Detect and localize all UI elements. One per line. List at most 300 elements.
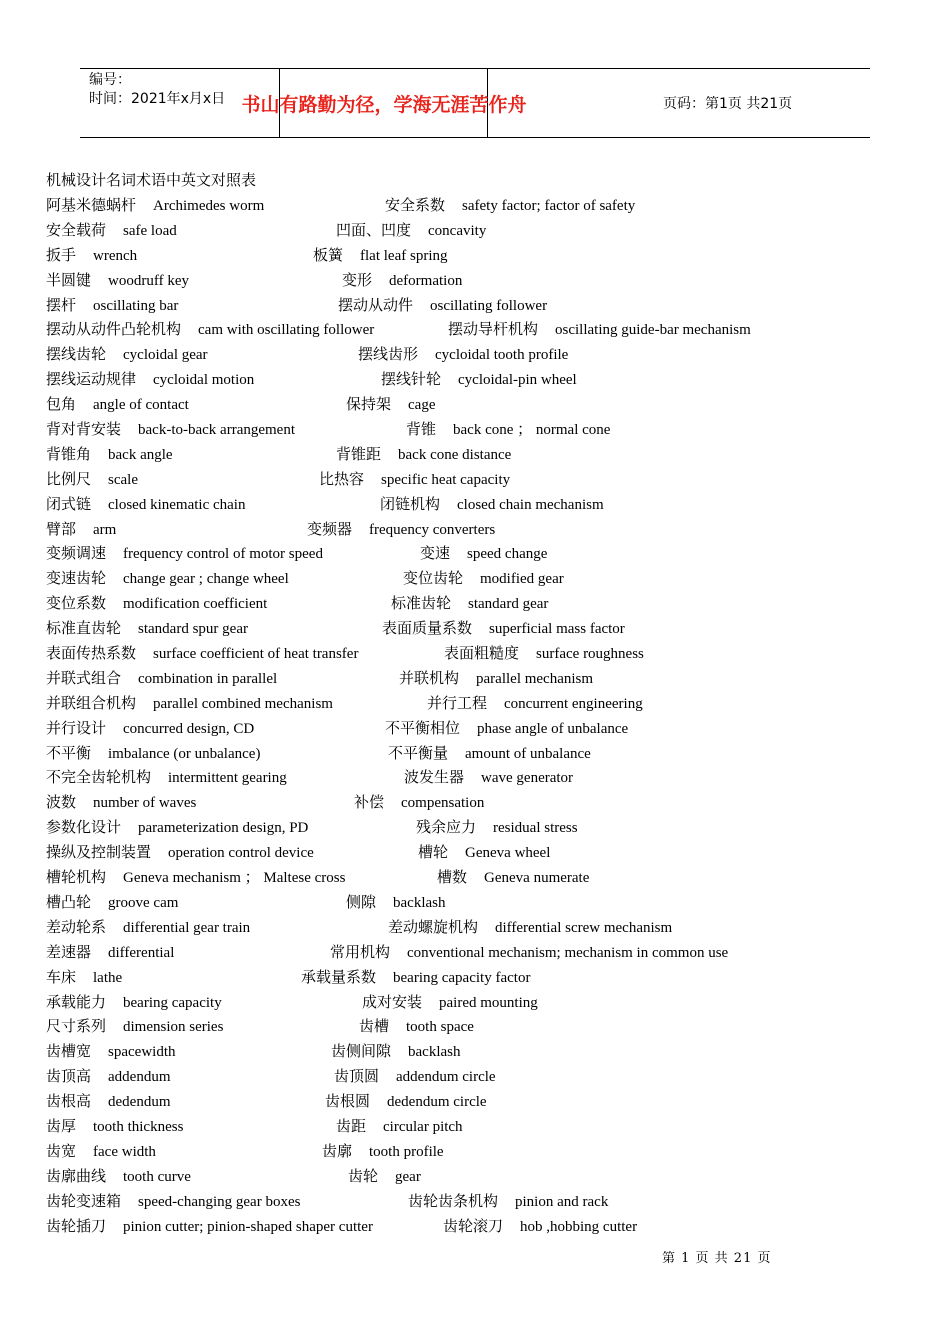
term-chinese: 闭链机构 — [380, 494, 441, 513]
page-header — [80, 68, 870, 138]
term-english: tooth curve — [123, 1168, 191, 1185]
term-chinese: 安全系数 — [385, 196, 446, 214]
glossary-row — [46, 517, 906, 542]
term-english: parallel mechanism — [476, 670, 594, 687]
term-chinese: 并联组合机构 — [46, 693, 137, 712]
term-english: safe load — [123, 222, 177, 239]
term-english: hob ,hobbing cutter — [520, 1218, 638, 1235]
glossary-row — [46, 1164, 906, 1189]
term-chinese: 变速齿轮 — [46, 569, 107, 588]
term-english: closed chain mechanism — [457, 496, 604, 513]
glossary-entry — [313, 243, 447, 269]
term-chinese: 差动轮系 — [46, 917, 107, 936]
term-english: oscillating guide-bar mechanism — [555, 322, 751, 339]
term-english: surface roughness — [536, 646, 644, 663]
glossary-entry — [46, 1064, 171, 1090]
glossary-row — [46, 541, 906, 566]
glossary-entry — [46, 990, 222, 1016]
glossary-entry — [331, 1039, 461, 1065]
term-chinese: 不平衡 — [46, 743, 92, 762]
term-chinese: 背对背安装 — [46, 420, 122, 439]
term-chinese: 齿廓曲线 — [46, 1166, 107, 1185]
term-chinese: 波数 — [46, 793, 77, 812]
glossary-row — [46, 890, 906, 915]
term-chinese: 齿廓 — [322, 1141, 353, 1160]
glossary-row — [46, 1064, 906, 1089]
glossary-row — [46, 741, 906, 766]
glossary-row — [46, 1189, 906, 1214]
glossary-entry — [403, 566, 564, 592]
term-english: concurrent engineering — [504, 695, 643, 712]
term-english: flat leaf spring — [360, 247, 448, 264]
term-chinese: 并联机构 — [399, 668, 460, 687]
glossary-entry — [46, 890, 178, 916]
glossary-entry — [336, 218, 486, 244]
term-chinese: 并行工程 — [427, 693, 488, 712]
term-english: addendum — [108, 1069, 171, 1086]
glossary-list — [46, 193, 906, 1238]
glossary-row — [46, 616, 906, 641]
term-chinese: 侧隙 — [346, 892, 377, 911]
term-english: deformation — [389, 272, 463, 289]
term-english: pinion and rack — [515, 1193, 609, 1210]
term-chinese: 齿顶圆 — [334, 1067, 380, 1086]
term-english: concavity — [428, 222, 487, 239]
glossary-entry — [46, 442, 173, 468]
term-chinese: 表面粗糙度 — [444, 644, 520, 663]
glossary-row — [46, 492, 906, 517]
term-chinese: 差动螺旋机构 — [388, 917, 479, 936]
term-english: addendum circle — [396, 1069, 496, 1086]
glossary-entry — [399, 666, 593, 692]
term-english: angle of contact — [93, 397, 189, 414]
term-english: cycloidal motion — [153, 372, 255, 389]
glossary-row — [46, 1214, 906, 1239]
term-chinese: 扳手 — [46, 245, 77, 264]
glossary-entry — [46, 641, 358, 667]
term-chinese: 摆动导杆机构 — [448, 320, 539, 339]
glossary-entry — [437, 865, 589, 891]
term-english: speed-changing gear boxes — [138, 1193, 301, 1210]
term-chinese: 摆线齿轮 — [46, 345, 107, 364]
glossary-row — [46, 1114, 906, 1139]
glossary-row — [46, 218, 906, 243]
term-chinese: 齿槽宽 — [46, 1042, 92, 1061]
glossary-entry — [385, 716, 628, 742]
glossary-entry — [307, 517, 495, 543]
term-chinese: 不平衡相位 — [385, 718, 461, 737]
glossary-row — [46, 1139, 906, 1164]
page-footer: 第 1 页 共 21 页 — [662, 1251, 772, 1266]
glossary-entry — [46, 741, 260, 767]
glossary-row — [46, 193, 906, 218]
term-english: differential gear train — [123, 919, 251, 936]
glossary-entry — [420, 541, 547, 567]
term-english: residual stress — [493, 820, 578, 837]
term-english: Archimedes worm — [153, 198, 265, 214]
glossary-entry — [388, 741, 591, 767]
glossary-row — [46, 243, 906, 268]
term-chinese: 半圆键 — [46, 270, 92, 289]
term-chinese: 齿轮滚刀 — [443, 1216, 504, 1235]
term-chinese: 参数化设计 — [46, 818, 122, 837]
glossary-entry — [319, 467, 510, 493]
term-chinese: 包角 — [46, 395, 77, 414]
glossary-entry — [325, 1089, 487, 1115]
term-english: standard gear — [468, 596, 549, 613]
term-chinese: 齿距 — [336, 1116, 367, 1135]
term-chinese: 槽轮 — [418, 843, 449, 862]
term-chinese: 保持架 — [346, 395, 392, 414]
term-chinese: 变速 — [420, 544, 451, 563]
term-chinese: 臂部 — [46, 519, 77, 538]
glossary-entry — [46, 392, 189, 418]
term-english: parameterization design, PD — [138, 820, 309, 837]
glossary-row — [46, 342, 906, 367]
glossary-entry — [46, 865, 345, 891]
glossary-entry — [388, 915, 672, 941]
term-english: tooth profile — [369, 1143, 444, 1160]
glossary-entry — [46, 790, 196, 816]
term-chinese: 残余应力 — [416, 818, 477, 837]
glossary-row — [46, 268, 906, 293]
glossary-entry — [46, 268, 189, 294]
term-english: number of waves — [93, 795, 197, 812]
term-english: dimension series — [123, 1019, 224, 1036]
term-chinese: 槽凸轮 — [46, 892, 92, 911]
glossary-row — [46, 293, 906, 318]
term-chinese: 比例尺 — [46, 469, 92, 488]
glossary-row — [46, 1089, 906, 1114]
glossary-entry — [46, 965, 122, 991]
term-chinese: 槽数 — [437, 868, 468, 887]
glossary-entry — [46, 517, 116, 543]
glossary-entry — [359, 1014, 474, 1040]
glossary-entry — [46, 716, 254, 742]
glossary-row — [46, 691, 906, 716]
glossary-row — [46, 915, 906, 940]
glossary-entry — [46, 293, 178, 319]
term-chinese: 齿轮 — [348, 1166, 379, 1185]
glossary-entry — [348, 1164, 421, 1190]
term-english: cycloidal-pin wheel — [458, 372, 577, 389]
glossary-row — [46, 1014, 906, 1039]
glossary-entry — [301, 965, 530, 991]
glossary-entry — [346, 392, 436, 418]
term-chinese: 差速器 — [46, 942, 92, 961]
term-english: face width — [93, 1143, 156, 1160]
term-chinese: 齿根高 — [46, 1092, 92, 1111]
glossary-entry — [46, 566, 289, 592]
term-english: specific heat capacity — [381, 471, 511, 488]
document-date-label: 时间：2021年x月x日 — [89, 91, 226, 107]
glossary-row — [46, 765, 906, 790]
glossary-entry — [46, 840, 314, 866]
header-motto: 书山有路勤为径，学海无涯苦作舟 — [281, 69, 488, 137]
glossary-row — [46, 317, 906, 342]
glossary-entry — [46, 616, 248, 642]
term-chinese: 齿槽 — [359, 1017, 390, 1036]
term-chinese: 摆线齿形 — [358, 345, 419, 364]
glossary-entry — [381, 367, 577, 393]
term-chinese: 不完全齿轮机构 — [46, 768, 152, 787]
term-english: Geneva mechanism ； Maltese cross — [123, 870, 346, 887]
glossary-entry — [46, 367, 254, 393]
term-chinese: 表面质量系数 — [382, 619, 473, 638]
term-english: groove cam — [108, 894, 179, 911]
term-chinese: 背锥距 — [336, 444, 382, 463]
term-english: frequency control of motor speed — [123, 546, 323, 563]
term-english: lathe — [93, 969, 123, 986]
glossary-entry — [448, 317, 751, 343]
term-chinese: 背锥 — [406, 420, 437, 439]
glossary-entry — [46, 666, 277, 692]
term-english: dedendum circle — [387, 1094, 487, 1111]
term-english: phase angle of unbalance — [477, 720, 629, 737]
glossary-row — [46, 666, 906, 691]
glossary-entry — [385, 193, 635, 219]
term-english: concurred design, CD — [123, 720, 255, 737]
term-english: safety factor; factor of safety — [462, 198, 636, 214]
term-chinese: 摆动从动件凸轮机构 — [46, 320, 182, 339]
term-chinese: 尺寸系列 — [46, 1017, 107, 1036]
term-english: gear — [395, 1168, 421, 1185]
glossary-entry — [46, 1139, 156, 1165]
term-english: differential — [108, 944, 175, 961]
term-english: speed change — [467, 546, 548, 563]
header-page-info: 页码：第1页 共21页 — [663, 96, 793, 112]
term-chinese: 并行设计 — [46, 718, 107, 737]
glossary-entry — [382, 616, 625, 642]
term-chinese: 并联式组合 — [46, 668, 122, 687]
glossary-row — [46, 965, 906, 990]
term-english: cycloidal gear — [123, 347, 208, 364]
term-english: frequency converters — [369, 521, 496, 538]
term-english: operation control device — [168, 845, 314, 862]
glossary-row — [46, 790, 906, 815]
glossary-row — [46, 442, 906, 467]
term-chinese: 齿根圆 — [325, 1092, 371, 1111]
term-chinese: 表面传热系数 — [46, 644, 137, 663]
term-english: cam with oscillating follower — [198, 322, 375, 339]
glossary-row — [46, 367, 906, 392]
term-english: wave generator — [481, 770, 574, 787]
term-english: intermittent gearing — [168, 770, 287, 787]
glossary-row — [46, 815, 906, 840]
glossary-entry — [330, 940, 728, 966]
term-english: conventional mechanism; mechanism in common use — [407, 944, 729, 961]
term-english: bearing capacity — [123, 994, 222, 1011]
term-english: circular pitch — [383, 1118, 463, 1135]
term-english: modified gear — [480, 571, 564, 588]
glossary-entry — [342, 268, 462, 294]
term-chinese: 标准齿轮 — [391, 594, 452, 613]
term-english: scale — [108, 471, 138, 488]
term-english: Geneva numerate — [484, 870, 590, 887]
term-chinese: 板簧 — [313, 245, 344, 264]
glossary-entry — [46, 417, 295, 443]
term-chinese: 波发生器 — [404, 768, 465, 787]
glossary-entry — [354, 790, 484, 816]
term-chinese: 变位系数 — [46, 594, 107, 613]
glossary-entry — [358, 342, 568, 368]
term-english: spacewidth — [108, 1044, 176, 1061]
glossary-entry — [46, 1014, 223, 1040]
term-english: woodruff key — [108, 272, 189, 289]
term-chinese: 补偿 — [354, 793, 385, 812]
term-chinese: 摆线运动规律 — [46, 370, 137, 389]
glossary-row — [46, 566, 906, 591]
term-english: back cone ； normal cone — [453, 422, 611, 439]
term-english: back cone distance — [398, 446, 512, 463]
glossary-entry — [362, 990, 538, 1016]
glossary-entry — [416, 815, 578, 841]
term-chinese: 齿侧间隙 — [331, 1042, 392, 1061]
glossary-entry — [46, 467, 138, 493]
document-title: 机械设计名词术语中英文对照表 — [46, 171, 257, 189]
glossary-entry — [418, 840, 550, 866]
term-english: cage — [408, 397, 436, 414]
term-english: tooth space — [406, 1019, 474, 1036]
glossary-entry — [443, 1214, 637, 1240]
term-english: oscillating bar — [93, 297, 179, 314]
term-chinese: 槽轮机构 — [46, 868, 107, 887]
glossary-entry — [46, 541, 323, 567]
glossary-entry — [46, 815, 308, 841]
term-english: tooth thickness — [93, 1118, 184, 1135]
term-chinese: 操纵及控制装置 — [46, 843, 152, 862]
term-english: imbalance (or unbalance) — [108, 745, 261, 762]
glossary-entry — [404, 765, 573, 791]
document-number-label: 编号： — [89, 72, 131, 88]
term-chinese: 不平衡量 — [388, 743, 449, 762]
term-chinese: 齿厚 — [46, 1116, 77, 1135]
term-english: change gear ; change wheel — [123, 571, 289, 588]
term-english: cycloidal tooth profile — [435, 347, 569, 364]
term-english: superficial mass factor — [489, 621, 625, 638]
term-chinese: 变频器 — [307, 519, 353, 538]
glossary-row — [46, 840, 906, 865]
glossary-entry — [336, 442, 511, 468]
glossary-entry — [46, 193, 264, 219]
glossary-row — [46, 1039, 906, 1064]
term-english: amount of unbalance — [465, 745, 591, 762]
term-english: backlash — [393, 894, 446, 911]
term-english: standard spur gear — [138, 621, 248, 638]
term-english: bearing capacity factor — [393, 969, 531, 986]
term-chinese: 变形 — [342, 270, 373, 289]
term-chinese: 背锥角 — [46, 444, 92, 463]
glossary-entry — [46, 591, 267, 617]
term-english: Geneva wheel — [465, 845, 551, 862]
glossary-entry — [322, 1139, 444, 1165]
glossary-entry — [46, 1039, 176, 1065]
glossary-row — [46, 392, 906, 417]
term-english: dedendum — [108, 1094, 171, 1111]
term-chinese: 齿宽 — [46, 1141, 77, 1160]
term-chinese: 承载能力 — [46, 992, 107, 1011]
term-chinese: 标准直齿轮 — [46, 619, 122, 638]
term-chinese: 阿基米德蜗杆 — [46, 196, 137, 214]
term-chinese: 齿顶高 — [46, 1067, 92, 1086]
term-chinese: 成对安装 — [362, 992, 423, 1011]
glossary-entry — [427, 691, 643, 717]
glossary-entry — [336, 1114, 463, 1140]
term-chinese: 车床 — [46, 967, 77, 986]
glossary-row — [46, 641, 906, 666]
term-english: combination in parallel — [138, 670, 278, 687]
glossary-row — [46, 467, 906, 492]
glossary-entry — [46, 1164, 191, 1190]
term-english: compensation — [401, 795, 485, 812]
term-english: back-to-back arrangement — [138, 422, 296, 439]
glossary-row — [46, 940, 906, 965]
glossary-entry — [46, 940, 174, 966]
glossary-entry — [46, 492, 245, 518]
term-chinese: 凹面、凹度 — [336, 220, 412, 239]
term-chinese: 安全载荷 — [46, 220, 107, 239]
glossary-entry — [346, 890, 446, 916]
term-english: closed kinematic chain — [108, 496, 246, 513]
term-chinese: 变位齿轮 — [403, 569, 464, 588]
glossary-entry — [46, 317, 374, 343]
term-english: arm — [93, 521, 117, 538]
term-english: pinion cutter; pinion-shaped shaper cutter — [123, 1218, 373, 1235]
term-english: modification coefficient — [123, 596, 268, 613]
glossary-entry — [46, 1089, 171, 1115]
glossary-entry — [391, 591, 548, 617]
glossary-entry — [46, 691, 333, 717]
term-chinese: 比热容 — [319, 469, 365, 488]
term-chinese: 齿轮插刀 — [46, 1216, 107, 1235]
glossary-entry — [380, 492, 604, 518]
term-english: wrench — [93, 247, 138, 264]
glossary-entry — [46, 915, 250, 941]
glossary-entry — [46, 218, 177, 244]
term-english: parallel combined mechanism — [153, 695, 333, 712]
glossary-entry — [338, 293, 547, 319]
glossary-entry — [406, 417, 610, 443]
term-chinese: 齿轮变速箱 — [46, 1191, 122, 1210]
glossary-entry — [46, 243, 137, 269]
term-chinese: 闭式链 — [46, 494, 92, 513]
glossary-row — [46, 591, 906, 616]
term-chinese: 齿轮齿条机构 — [408, 1191, 499, 1210]
term-chinese: 摆动从动件 — [338, 295, 414, 314]
term-english: surface coefficient of heat transfer — [153, 646, 359, 663]
term-english: differential screw mechanism — [495, 919, 673, 936]
glossary-row — [46, 865, 906, 890]
glossary-row — [46, 716, 906, 741]
term-chinese: 变频调速 — [46, 544, 107, 563]
term-chinese: 摆杆 — [46, 295, 77, 314]
glossary-entry — [46, 1214, 373, 1240]
term-english: backlash — [408, 1044, 461, 1061]
term-english: paired mounting — [439, 994, 538, 1011]
term-chinese: 摆线针轮 — [381, 370, 442, 389]
glossary-entry — [444, 641, 644, 667]
glossary-entry — [46, 342, 208, 368]
term-english: oscillating follower — [430, 297, 548, 314]
term-english: back angle — [108, 446, 173, 463]
glossary-row — [46, 417, 906, 442]
term-chinese: 承载量系数 — [301, 967, 377, 986]
glossary-entry — [46, 1114, 183, 1140]
glossary-entry — [408, 1189, 608, 1215]
term-chinese: 常用机构 — [330, 942, 391, 961]
glossary-entry — [46, 765, 287, 791]
glossary-entry — [334, 1064, 496, 1090]
